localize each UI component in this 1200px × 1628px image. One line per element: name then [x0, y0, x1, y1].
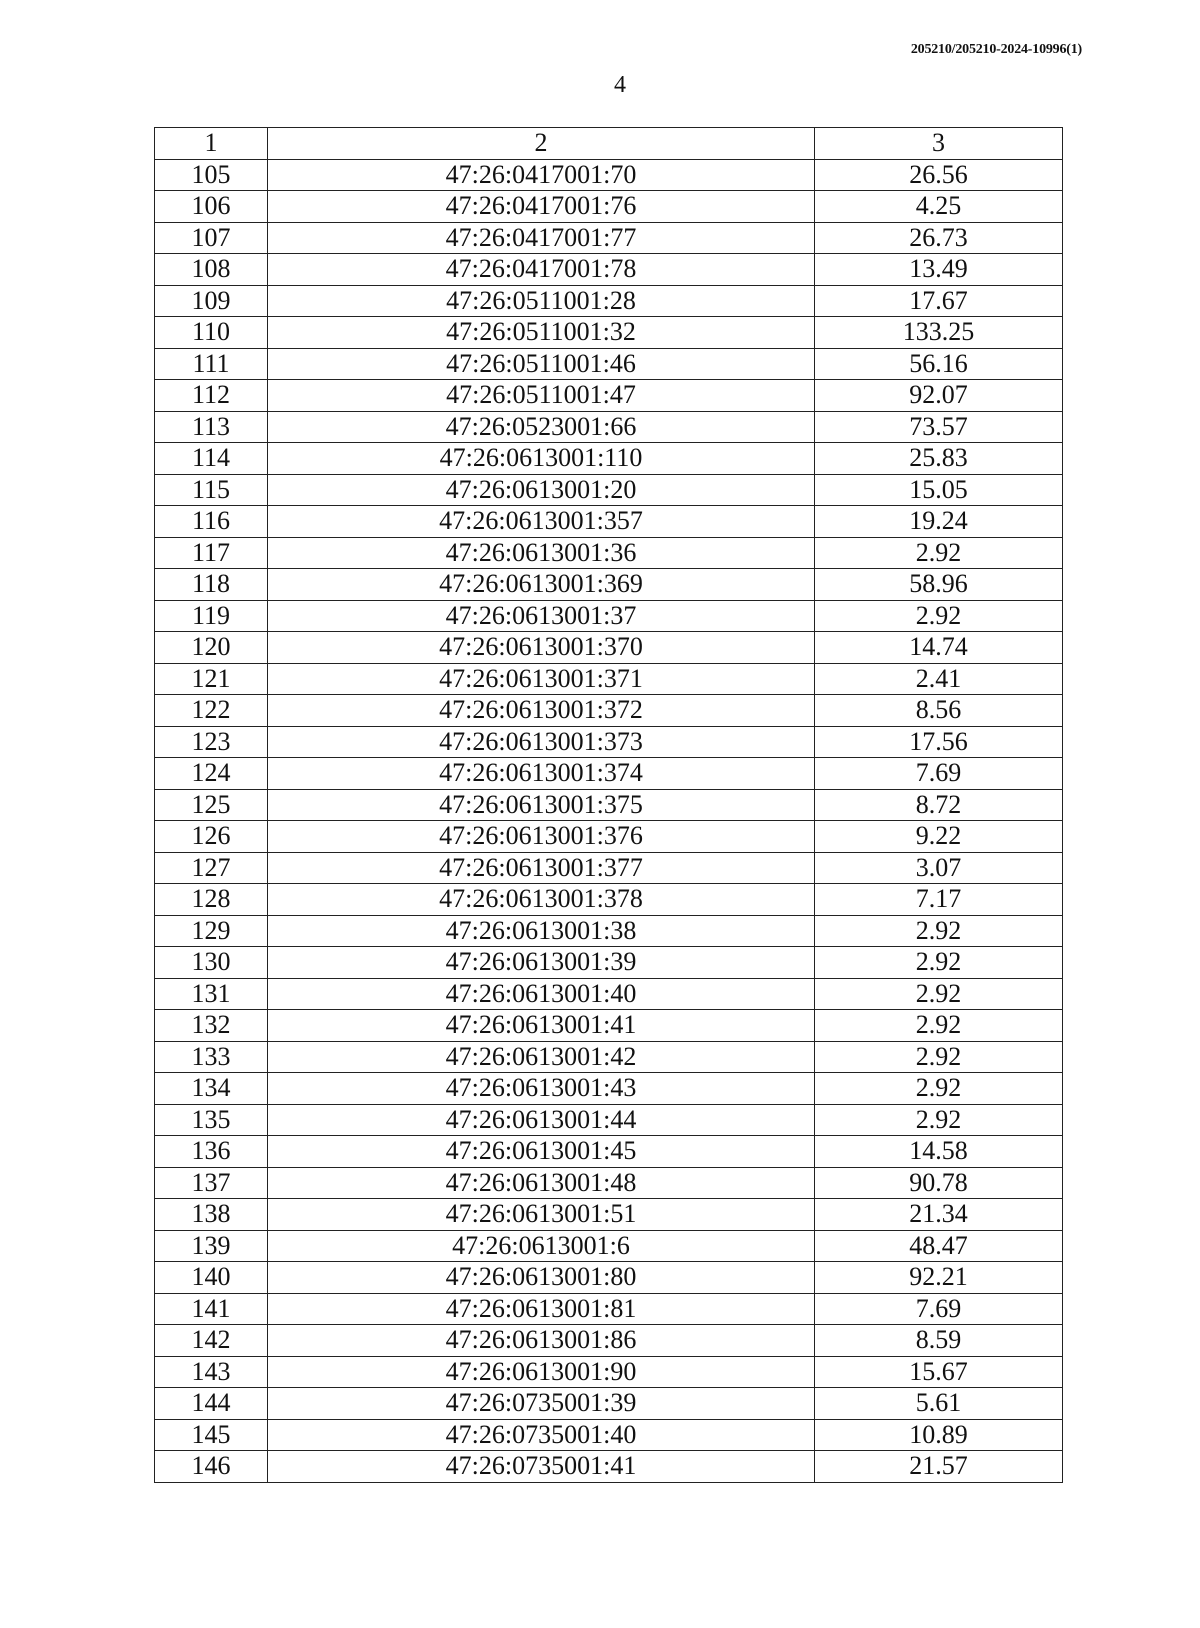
row-number-cell: 145: [155, 1419, 268, 1451]
table-row: [155, 1010, 1063, 1042]
table-row: [155, 695, 1063, 727]
table-row: [155, 1230, 1063, 1262]
table-row: [155, 474, 1063, 506]
value-cell: 21.34: [815, 1199, 1063, 1231]
cadastral-number-cell: 47:26:0511001:32: [268, 317, 815, 349]
cadastral-number-cell: 47:26:0613001:376: [268, 821, 815, 853]
cadastral-number-cell: 47:26:0417001:77: [268, 222, 815, 254]
value-cell: 14.58: [815, 1136, 1063, 1168]
table-row: [155, 852, 1063, 884]
table-row: [155, 1451, 1063, 1483]
row-number-cell: 106: [155, 191, 268, 223]
table-row: [155, 1388, 1063, 1420]
cadastral-number-cell: 47:26:0613001:373: [268, 726, 815, 758]
row-number-cell: 131: [155, 978, 268, 1010]
row-number-cell: 120: [155, 632, 268, 664]
column-header-2: 2: [268, 128, 815, 160]
cadastral-number-cell: 47:26:0613001:369: [268, 569, 815, 601]
cadastral-number-cell: 47:26:0613001:39: [268, 947, 815, 979]
table-row: [155, 947, 1063, 979]
cadastral-number-cell: 47:26:0613001:48: [268, 1167, 815, 1199]
cadastral-number-cell: 47:26:0613001:86: [268, 1325, 815, 1357]
value-cell: 2.92: [815, 1010, 1063, 1042]
value-cell: 48.47: [815, 1230, 1063, 1262]
value-cell: 21.57: [815, 1451, 1063, 1483]
row-number-cell: 143: [155, 1356, 268, 1388]
table-row: [155, 1104, 1063, 1136]
table-row: [155, 1293, 1063, 1325]
row-number-cell: 111: [155, 348, 268, 380]
table-row: [155, 884, 1063, 916]
row-number-cell: 119: [155, 600, 268, 632]
row-number-cell: 136: [155, 1136, 268, 1168]
value-cell: 14.74: [815, 632, 1063, 664]
row-number-cell: 107: [155, 222, 268, 254]
value-cell: 3.07: [815, 852, 1063, 884]
cadastral-number-cell: 47:26:0613001:42: [268, 1041, 815, 1073]
cadastral-number-cell: 47:26:0613001:37: [268, 600, 815, 632]
cadastral-number-cell: 47:26:0613001:374: [268, 758, 815, 790]
table-row: [155, 663, 1063, 695]
row-number-cell: 117: [155, 537, 268, 569]
row-number-cell: 132: [155, 1010, 268, 1042]
value-cell: 2.92: [815, 1041, 1063, 1073]
cadastral-number-cell: 47:26:0417001:76: [268, 191, 815, 223]
table-row: [155, 1262, 1063, 1294]
document-reference-number: 205210/205210-2024-10996(1): [910, 42, 1082, 57]
table-row: [155, 978, 1063, 1010]
cadastral-number-cell: 47:26:0511001:28: [268, 285, 815, 317]
cadastral-number-cell: 47:26:0613001:357: [268, 506, 815, 538]
value-cell: 15.67: [815, 1356, 1063, 1388]
row-number-cell: 144: [155, 1388, 268, 1420]
cadastral-number-cell: 47:26:0613001:378: [268, 884, 815, 916]
cadastral-number-cell: 47:26:0613001:51: [268, 1199, 815, 1231]
cadastral-number-cell: 47:26:0613001:81: [268, 1293, 815, 1325]
table-header-row: [155, 128, 1063, 160]
row-number-cell: 118: [155, 569, 268, 601]
row-number-cell: 112: [155, 380, 268, 412]
cadastral-number-cell: 47:26:0511001:46: [268, 348, 815, 380]
row-number-cell: 108: [155, 254, 268, 286]
value-cell: 2.92: [815, 978, 1063, 1010]
row-number-cell: 121: [155, 663, 268, 695]
cadastral-number-cell: 47:26:0613001:372: [268, 695, 815, 727]
row-number-cell: 113: [155, 411, 268, 443]
table-row: [155, 411, 1063, 443]
row-number-cell: 110: [155, 317, 268, 349]
cadastral-number-cell: 47:26:0613001:6: [268, 1230, 815, 1262]
row-number-cell: 122: [155, 695, 268, 727]
table-row: [155, 600, 1063, 632]
table-row: [155, 191, 1063, 223]
row-number-cell: 109: [155, 285, 268, 317]
row-number-cell: 124: [155, 758, 268, 790]
row-number-cell: 135: [155, 1104, 268, 1136]
table-row: [155, 915, 1063, 947]
cadastral-number-cell: 47:26:0613001:20: [268, 474, 815, 506]
row-number-cell: 125: [155, 789, 268, 821]
value-cell: 4.25: [815, 191, 1063, 223]
column-header-1: 1: [155, 128, 268, 160]
value-cell: 2.92: [815, 600, 1063, 632]
table-row: [155, 317, 1063, 349]
row-number-cell: 123: [155, 726, 268, 758]
row-number-cell: 139: [155, 1230, 268, 1262]
cadastral-number-cell: 47:26:0613001:41: [268, 1010, 815, 1042]
table-header: [155, 128, 1063, 160]
row-number-cell: 130: [155, 947, 268, 979]
row-number-cell: 105: [155, 159, 268, 191]
cadastral-number-cell: 47:26:0613001:375: [268, 789, 815, 821]
value-cell: 13.49: [815, 254, 1063, 286]
table-row: [155, 1041, 1063, 1073]
value-cell: 7.69: [815, 758, 1063, 790]
row-number-cell: 129: [155, 915, 268, 947]
value-cell: 2.92: [815, 947, 1063, 979]
table-row: [155, 726, 1063, 758]
cadastral-number-cell: 47:26:0613001:36: [268, 537, 815, 569]
value-cell: 92.21: [815, 1262, 1063, 1294]
row-number-cell: 128: [155, 884, 268, 916]
table-row: [155, 569, 1063, 601]
cadastral-number-cell: 47:26:0613001:90: [268, 1356, 815, 1388]
row-number-cell: 140: [155, 1262, 268, 1294]
cadastral-number-cell: 47:26:0613001:43: [268, 1073, 815, 1105]
table-row: [155, 222, 1063, 254]
parcel-table: [154, 127, 1063, 1483]
value-cell: 2.41: [815, 663, 1063, 695]
row-number-cell: 115: [155, 474, 268, 506]
value-cell: 9.22: [815, 821, 1063, 853]
table-row: [155, 1073, 1063, 1105]
row-number-cell: 127: [155, 852, 268, 884]
cadastral-number-cell: 47:26:0417001:78: [268, 254, 815, 286]
table-row: [155, 506, 1063, 538]
table-body: [155, 159, 1063, 1482]
value-cell: 73.57: [815, 411, 1063, 443]
value-cell: 10.89: [815, 1419, 1063, 1451]
value-cell: 26.73: [815, 222, 1063, 254]
value-cell: 8.56: [815, 695, 1063, 727]
cadastral-number-cell: 47:26:0613001:377: [268, 852, 815, 884]
table-row: [155, 821, 1063, 853]
cadastral-number-cell: 47:26:0523001:66: [268, 411, 815, 443]
value-cell: 19.24: [815, 506, 1063, 538]
cadastral-number-cell: 47:26:0735001:39: [268, 1388, 815, 1420]
row-number-cell: 138: [155, 1199, 268, 1231]
table-row: [155, 632, 1063, 664]
cadastral-number-cell: 47:26:0613001:40: [268, 978, 815, 1010]
row-number-cell: 134: [155, 1073, 268, 1105]
row-number-cell: 116: [155, 506, 268, 538]
value-cell: 17.56: [815, 726, 1063, 758]
row-number-cell: 146: [155, 1451, 268, 1483]
value-cell: 90.78: [815, 1167, 1063, 1199]
value-cell: 58.96: [815, 569, 1063, 601]
value-cell: 2.92: [815, 1073, 1063, 1105]
table-row: [155, 1199, 1063, 1231]
table-row: [155, 348, 1063, 380]
row-number-cell: 142: [155, 1325, 268, 1357]
row-number-cell: 137: [155, 1167, 268, 1199]
value-cell: 25.83: [815, 443, 1063, 475]
value-cell: 2.92: [815, 915, 1063, 947]
page-number: 4: [614, 72, 626, 98]
table-row: [155, 443, 1063, 475]
table-row: [155, 159, 1063, 191]
table-row: [155, 537, 1063, 569]
cadastral-number-cell: 47:26:0613001:44: [268, 1104, 815, 1136]
cadastral-number-cell: 47:26:0613001:110: [268, 443, 815, 475]
table-row: [155, 1325, 1063, 1357]
table-row: [155, 758, 1063, 790]
table-row: [155, 1419, 1063, 1451]
row-number-cell: 126: [155, 821, 268, 853]
value-cell: 15.05: [815, 474, 1063, 506]
cadastral-number-cell: 47:26:0613001:80: [268, 1262, 815, 1294]
value-cell: 133.25: [815, 317, 1063, 349]
value-cell: 7.17: [815, 884, 1063, 916]
cadastral-number-cell: 47:26:0735001:41: [268, 1451, 815, 1483]
cadastral-number-cell: 47:26:0613001:371: [268, 663, 815, 695]
cadastral-number-cell: 47:26:0613001:45: [268, 1136, 815, 1168]
table-row: [155, 254, 1063, 286]
cadastral-number-cell: 47:26:0613001:38: [268, 915, 815, 947]
value-cell: 2.92: [815, 537, 1063, 569]
value-cell: 5.61: [815, 1388, 1063, 1420]
table-row: [155, 789, 1063, 821]
value-cell: 7.69: [815, 1293, 1063, 1325]
value-cell: 8.59: [815, 1325, 1063, 1357]
value-cell: 26.56: [815, 159, 1063, 191]
value-cell: 92.07: [815, 380, 1063, 412]
value-cell: 8.72: [815, 789, 1063, 821]
table-row: [155, 1356, 1063, 1388]
cadastral-number-cell: 47:26:0511001:47: [268, 380, 815, 412]
row-number-cell: 141: [155, 1293, 268, 1325]
column-header-3: 3: [815, 128, 1063, 160]
cadastral-number-cell: 47:26:0613001:370: [268, 632, 815, 664]
table-row: [155, 380, 1063, 412]
table-row: [155, 1167, 1063, 1199]
table-row: [155, 285, 1063, 317]
table-row: [155, 1136, 1063, 1168]
value-cell: 17.67: [815, 285, 1063, 317]
row-number-cell: 133: [155, 1041, 268, 1073]
row-number-cell: 114: [155, 443, 268, 475]
cadastral-number-cell: 47:26:0417001:70: [268, 159, 815, 191]
value-cell: 2.92: [815, 1104, 1063, 1136]
value-cell: 56.16: [815, 348, 1063, 380]
cadastral-number-cell: 47:26:0735001:40: [268, 1419, 815, 1451]
